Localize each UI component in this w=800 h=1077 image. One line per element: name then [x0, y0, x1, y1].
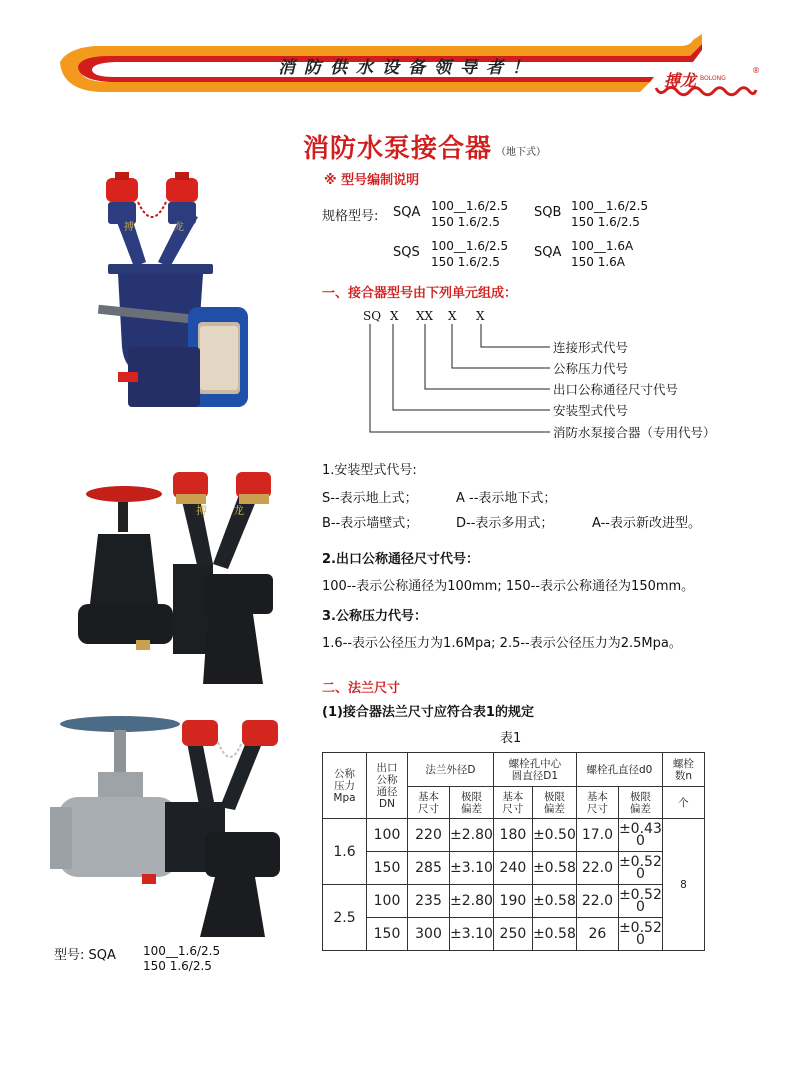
product-photo-globe-valve: [50, 712, 285, 944]
cell-d: 300: [408, 918, 450, 951]
section2-heading: 二、法兰尺寸: [322, 681, 401, 696]
brand-logo-text: 搏龙: [664, 71, 697, 90]
photo2-mark-left: 搏: [196, 504, 207, 517]
cell-d1-tol: ±0.58: [532, 918, 576, 951]
photo-caption-values: 100__1.6/2.5 150 1.6/2.5: [143, 944, 221, 973]
model-sqb-name: SQB: [534, 205, 562, 220]
brand-logo-wave-icon: [654, 84, 758, 98]
table-row: [323, 819, 705, 852]
install-a: A --表示地下式；: [456, 491, 557, 506]
install-d: D--表示多用式；: [456, 516, 554, 531]
legend-outlet: 出口公称通径尺寸代号: [553, 382, 679, 397]
th-tol: 极限 偏差: [532, 787, 576, 819]
page-title: 消防水泵接合器: [303, 134, 493, 164]
cell-bolt-count: 8: [662, 819, 704, 951]
model-sqs-name: SQS: [393, 245, 420, 260]
install-heading: 1.安装型式代号:: [322, 463, 417, 478]
cell-d0-tol: ±0.43 0: [618, 819, 662, 852]
cell-d0-tol: ±0.52 0: [618, 885, 662, 918]
cell-d0: 26: [576, 918, 618, 951]
header-slogan: 消防供水设备领导者！: [278, 58, 538, 78]
table-row: [323, 852, 705, 885]
legend-connector: 消防水泵接合器（专用代号）: [553, 425, 716, 440]
cell-d1: 250: [493, 918, 532, 951]
th-basic: 基本 尺寸: [408, 787, 450, 819]
model-note-heading: ※ 型号编制说明: [324, 173, 420, 188]
install-b: B--表示墙壁式；: [322, 516, 419, 531]
product-photo-gate-valve: [78, 454, 278, 692]
cell-d1-tol: ±0.58: [532, 885, 576, 918]
section1-heading: 一、接合器型号由下列单元组成：: [322, 286, 518, 301]
cell-d: 235: [408, 885, 450, 918]
code-x1: X: [390, 309, 399, 323]
cell-d-tol: ±3.10: [450, 918, 494, 951]
product-photo-underground: [88, 172, 263, 437]
code-sq: SQ: [363, 309, 382, 323]
photo1-mark-right: 龙: [174, 222, 184, 233]
cell-d: 285: [408, 852, 450, 885]
registered-mark: ®: [752, 66, 760, 75]
model-sqa2-values: 100__1.6A 150 1.6A: [571, 239, 634, 269]
th-flange: 法兰外径D: [408, 753, 494, 787]
cell-d0-tol: ±0.52 0: [618, 918, 662, 951]
th-basic: 基本 尺寸: [493, 787, 532, 819]
flange-spec-table: [322, 752, 705, 951]
th-tol: 极限 偏差: [618, 787, 662, 819]
cell-d1: 190: [493, 885, 532, 918]
photo2-mark-right: 龙: [233, 504, 244, 517]
code-diagram-lines: [360, 322, 560, 438]
code-x3: X: [476, 309, 485, 323]
legend-pressure: 公称压力代号: [553, 361, 629, 376]
cell-dn: 100: [367, 885, 408, 918]
photo1-mark-left: 搏: [124, 222, 134, 233]
table-row: [323, 918, 705, 951]
legend-install: 安装型式代号: [553, 403, 629, 418]
code-xx: XX: [416, 309, 434, 323]
model-sqb-values: 100__1.6/2.5 150 1.6/2.5: [571, 199, 649, 229]
outlet-text: 100--表示公称通径为100mm; 150--表示公称通径为150mm。: [322, 579, 695, 594]
cell-d1-tol: ±0.58: [532, 852, 576, 885]
cell-d: 220: [408, 819, 450, 852]
model-sqs-values: 100__1.6/2.5 150 1.6/2.5: [431, 239, 509, 269]
install-s: S--表示地上式；: [322, 491, 418, 506]
cell-pressure: 2.5: [323, 885, 367, 951]
legend-connection: 连接形式代号: [553, 340, 629, 355]
cell-d0: 22.0: [576, 885, 618, 918]
table-title: 表1: [500, 731, 522, 746]
photo-caption-label: 型号: SQA: [54, 948, 116, 963]
section2-sub: (1)接合器法兰尺寸应符合表1的规定: [322, 705, 534, 720]
th-bolt-center: 螺栓孔中心 圆直径D1: [493, 753, 576, 787]
th-tol: 极限 偏差: [450, 787, 494, 819]
model-sqa-values: 100__1.6/2.5 150 1.6/2.5: [431, 199, 509, 229]
th-pressure: 公称 压力 Mpa: [323, 753, 367, 819]
spec-model-label: 规格型号:: [322, 209, 379, 224]
th-bolt-num: 螺栓 数n: [662, 753, 704, 787]
outlet-heading: 2.出口公称通径尺寸代号：: [322, 552, 479, 567]
cell-d1: 240: [493, 852, 532, 885]
cell-d0: 22.0: [576, 852, 618, 885]
pressure-text: 1.6--表示公径压力为1.6Mpa; 2.5--表示公径压力为2.5Mpa。: [322, 636, 682, 651]
cell-d-tol: ±2.80: [450, 885, 494, 918]
cell-d-tol: ±3.10: [450, 852, 494, 885]
th-unit: 个: [662, 787, 704, 819]
cell-pressure: 1.6: [323, 819, 367, 885]
cell-dn: 150: [367, 918, 408, 951]
install-a-new: A--表示新改进型。: [592, 516, 701, 531]
brand-logo-en: BOLONG: [700, 75, 726, 82]
pressure-heading: 3.公称压力代号：: [322, 609, 427, 624]
code-x2: X: [448, 309, 457, 323]
th-bolt-dia: 螺栓孔直径d0: [576, 753, 662, 787]
cell-d1: 180: [493, 819, 532, 852]
cell-d0-tol: ±0.52 0: [618, 852, 662, 885]
th-dn: 出口 公称 通径 DN: [367, 753, 408, 819]
model-sqa2-name: SQA: [534, 245, 562, 260]
cell-d-tol: ±2.80: [450, 819, 494, 852]
cell-dn: 150: [367, 852, 408, 885]
th-basic: 基本 尺寸: [576, 787, 618, 819]
cell-dn: 100: [367, 819, 408, 852]
table-row: [323, 885, 705, 918]
cell-d1-tol: ±0.50: [532, 819, 576, 852]
model-sqa-name: SQA: [393, 205, 421, 220]
cell-d0: 17.0: [576, 819, 618, 852]
page-title-sub: （地下式）: [496, 147, 546, 158]
